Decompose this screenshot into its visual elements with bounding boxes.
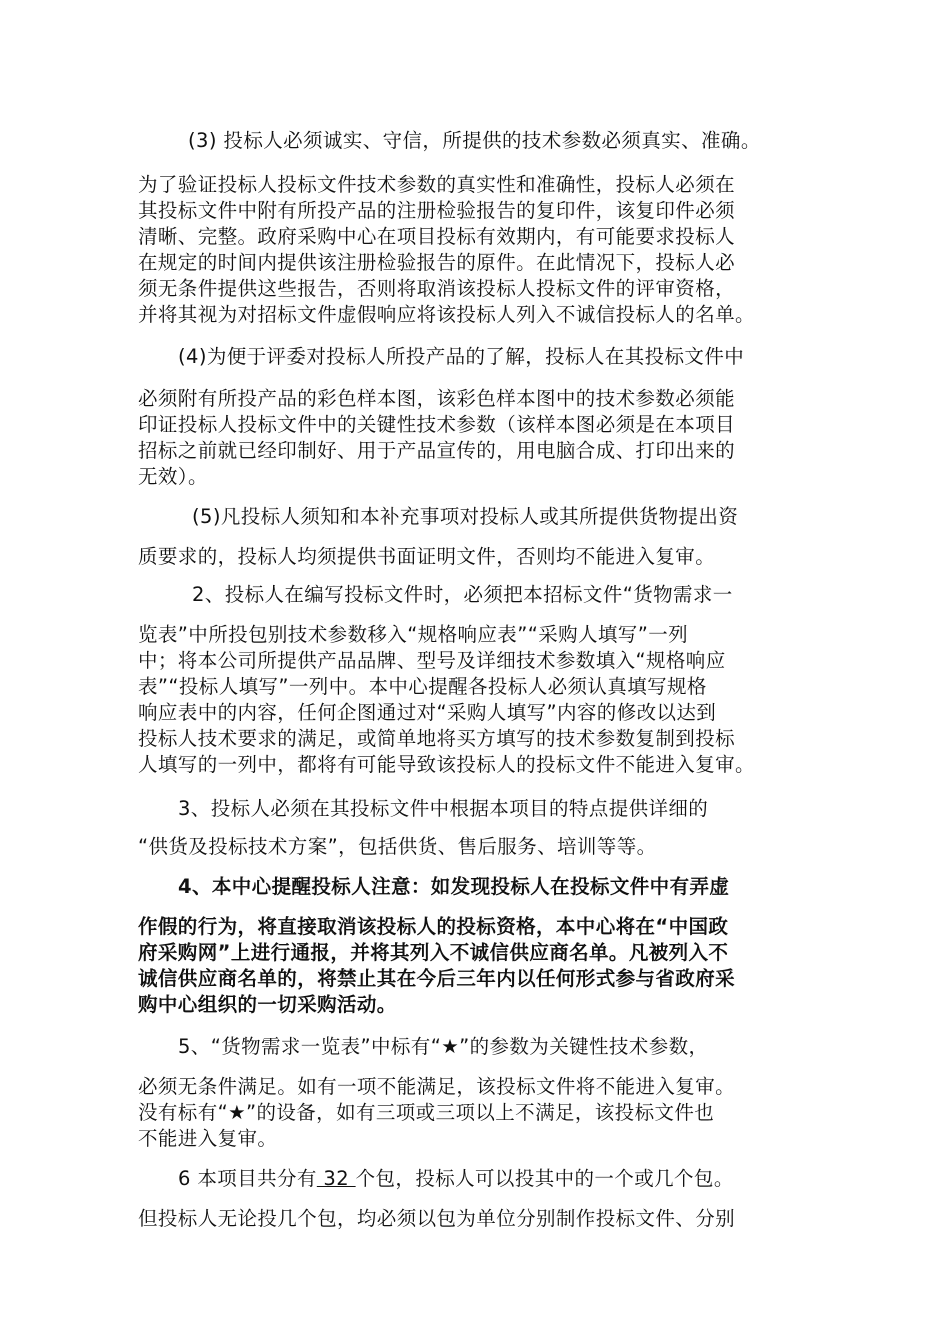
- section-4-line: 作假的行为，将直接取消该投标人的投标资格，本中心将在“中国政: [138, 915, 729, 938]
- package-count: 32: [316, 1167, 356, 1190]
- section-4-first-line: 4、本中心提醒投标人注意：如发现投标人在投标文件中有弄虚: [178, 875, 730, 898]
- section-5-line: 必须无条件满足。如有一项不能满足，该投标文件将不能进入复审。: [138, 1075, 736, 1098]
- section-2-line: 表”“投标人填写”一列中。本中心提醒各投标人必须认真填写规格: [138, 675, 707, 698]
- item-4-line: 印证投标人投标文件中的关键性技术参数（该样本图必须是在本项目: [138, 413, 736, 436]
- section-5-line: 不能进入复审。: [138, 1127, 278, 1150]
- section-3-first-line: 3、投标人必须在其投标文件中根据本项目的特点提供详细的: [178, 797, 709, 820]
- item-3-line: 并将其视为对招标文件虚假响应将该投标人列入不诚信投标人的名单。: [138, 303, 755, 326]
- item-3-line: 清晰、完整。政府采购中心在项目投标有效期内，有可能要求投标人: [138, 225, 736, 248]
- item-5-first-line: (5)凡投标人须知和本补充事项对投标人或其所提供货物提出资: [192, 505, 739, 528]
- item-5-line: 质要求的，投标人均须提供书面证明文件，否则均不能进入复审。: [138, 545, 716, 568]
- item-4-first-line: (4)为便于评委对投标人所投产品的了解，投标人在其投标文件中: [178, 345, 745, 368]
- section-2-line: 中；将本公司所提供产品品牌、型号及详细技术参数填入“规格响应: [138, 649, 726, 672]
- section-2-first-line: 2、投标人在编写投标文件时，必须把本招标文件“货物需求一: [192, 583, 733, 606]
- section-6-line: 但投标人无论投几个包，均必须以包为单位分别制作投标文件、分别: [138, 1207, 736, 1230]
- section-5-line: 没有标有“★”的设备，如有三项或三项以上不满足，该投标文件也: [138, 1101, 715, 1124]
- section-4-line: 诚信供应商名单的，将禁止其在今后三年内以任何形式参与省政府采: [138, 967, 736, 990]
- section-2-line: 投标人技术要求的满足，或简单地将买方填写的技术参数复制到投标: [138, 727, 736, 750]
- section-2-line: 响应表中的内容，任何企图通过对“采购人填写”内容的修改以达到: [138, 701, 717, 724]
- section-6-first-line: [178, 1166, 734, 1192]
- section-2-line: 人填写的一列中，都将有可能导致该投标人的投标文件不能进入复审。: [138, 753, 755, 776]
- section-4-line: 府采购网”上进行通报，并将其列入不诚信供应商名单。凡被列入不: [138, 941, 729, 964]
- section-3-line: “供货及投标技术方案”，包括供货、售后服务、培训等等。: [138, 835, 657, 858]
- section-4-line: 购中心组织的一切采购活动。: [138, 993, 397, 1016]
- item-3-line: 须无条件提供这些报告，否则将取消该投标人投标文件的评审资格，: [138, 277, 736, 300]
- item-3-first-line: (3) 投标人必须诚实、守信，所提供的技术参数必须真实、准确。: [188, 129, 761, 152]
- item-4-line: 招标之前就已经印制好、用于产品宣传的，用电脑合成、打印出来的: [138, 439, 736, 462]
- section-5-first-line: 5、“货物需求一览表”中标有“★”的参数为关键性技术参数，: [178, 1035, 709, 1058]
- item-4-line: 无效）。: [138, 465, 208, 488]
- section-6-prefix: 6 本项目共分有: [178, 1167, 317, 1190]
- section-2-line: 览表”中所投包别技术参数移入“规格响应表”“采购人填写”一列: [138, 623, 689, 646]
- section-6-suffix: 个包，投标人可以投其中的一个或几个包。: [355, 1167, 734, 1190]
- item-4-line: 必须附有所投产品的彩色样本图，该彩色样本图中的技术参数必须能: [138, 387, 736, 410]
- item-3-line: 为了验证投标人投标文件技术参数的真实性和准确性，投标人必须在: [138, 173, 736, 196]
- item-3-line: 在规定的时间内提供该注册检验报告的原件。在此情况下，投标人必: [138, 251, 736, 274]
- item-3-line: 其投标文件中附有所投产品的注册检验报告的复印件，该复印件必须: [138, 199, 736, 222]
